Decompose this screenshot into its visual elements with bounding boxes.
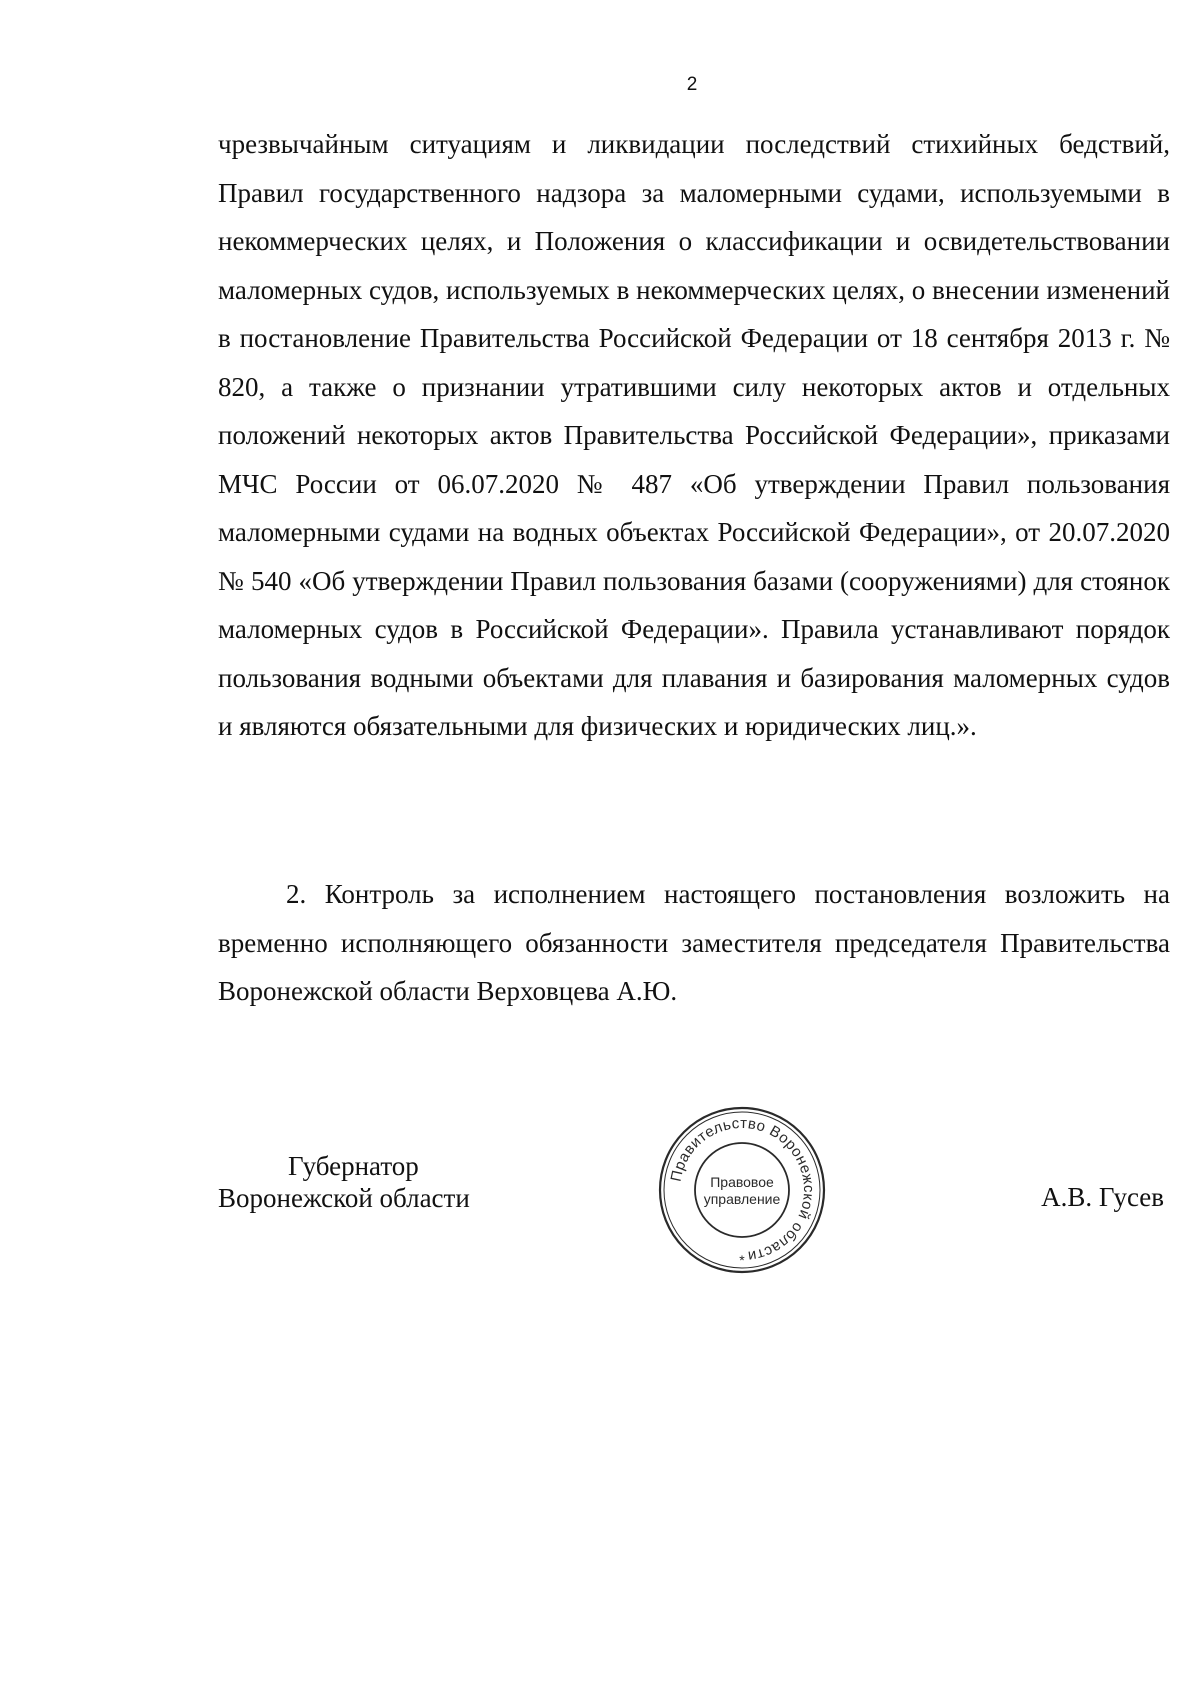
paragraph-2-text: 2. Контроль за исполнением настоящего постановления возложить на временно исполняющего обязанности заместителя председателя Правительства Воронежской области Верховцева А.Ю. (218, 879, 1170, 1006)
paragraph-2 (218, 870, 1170, 1016)
paragraph-1 (218, 120, 1170, 751)
paragraph-1-text: чрезвычайным ситуациям и ликвидации последствий стихийных бедствий, Правил государственного надзора за маломерными судами, используемыми в некоммерческих целях, и Положения о классификации и освидетельствовании маломерных судов, используемых в некоммерческих целях, о внесении изменений в постановление Правительства Российской Федерации от 18 сентября 2013 г. № 820, а также о признании утратившими силу некоторых актов и отдельных положений некоторых актов Правительства Российской Федерации», приказами МЧС России от 06.07.2020 № 487 «Об утверждении Правил пользования маломерными судами на водных объектах Российской Федерации», от 20.07.2020 № 540 «Об утверждении Правил пользования базами (сооружениями) для стоянок маломерных судов в Российской Федерации». Правила устанавливают порядок пользования водными объектами для плавания и базирования маломерных судов и являются обязательными для физических и юридических лиц.». (218, 129, 1170, 741)
seal-outer-text: Правительство Воронежской области (667, 1114, 818, 1265)
signature-title (218, 1150, 470, 1214)
page-number: 2 (686, 74, 698, 95)
seal-graphic (657, 1105, 827, 1275)
seal-inner-line1: Правовое (710, 1174, 774, 1190)
official-seal-stamp (657, 1105, 827, 1275)
signature-title-line2: Воронежской области (218, 1183, 470, 1213)
seal-inner-line2: управление (703, 1191, 781, 1207)
signatory-name: А.В. Гусев (1041, 1182, 1164, 1212)
seal-star: * (739, 1252, 745, 1268)
signature-title-line1: Губернатор (288, 1151, 419, 1181)
